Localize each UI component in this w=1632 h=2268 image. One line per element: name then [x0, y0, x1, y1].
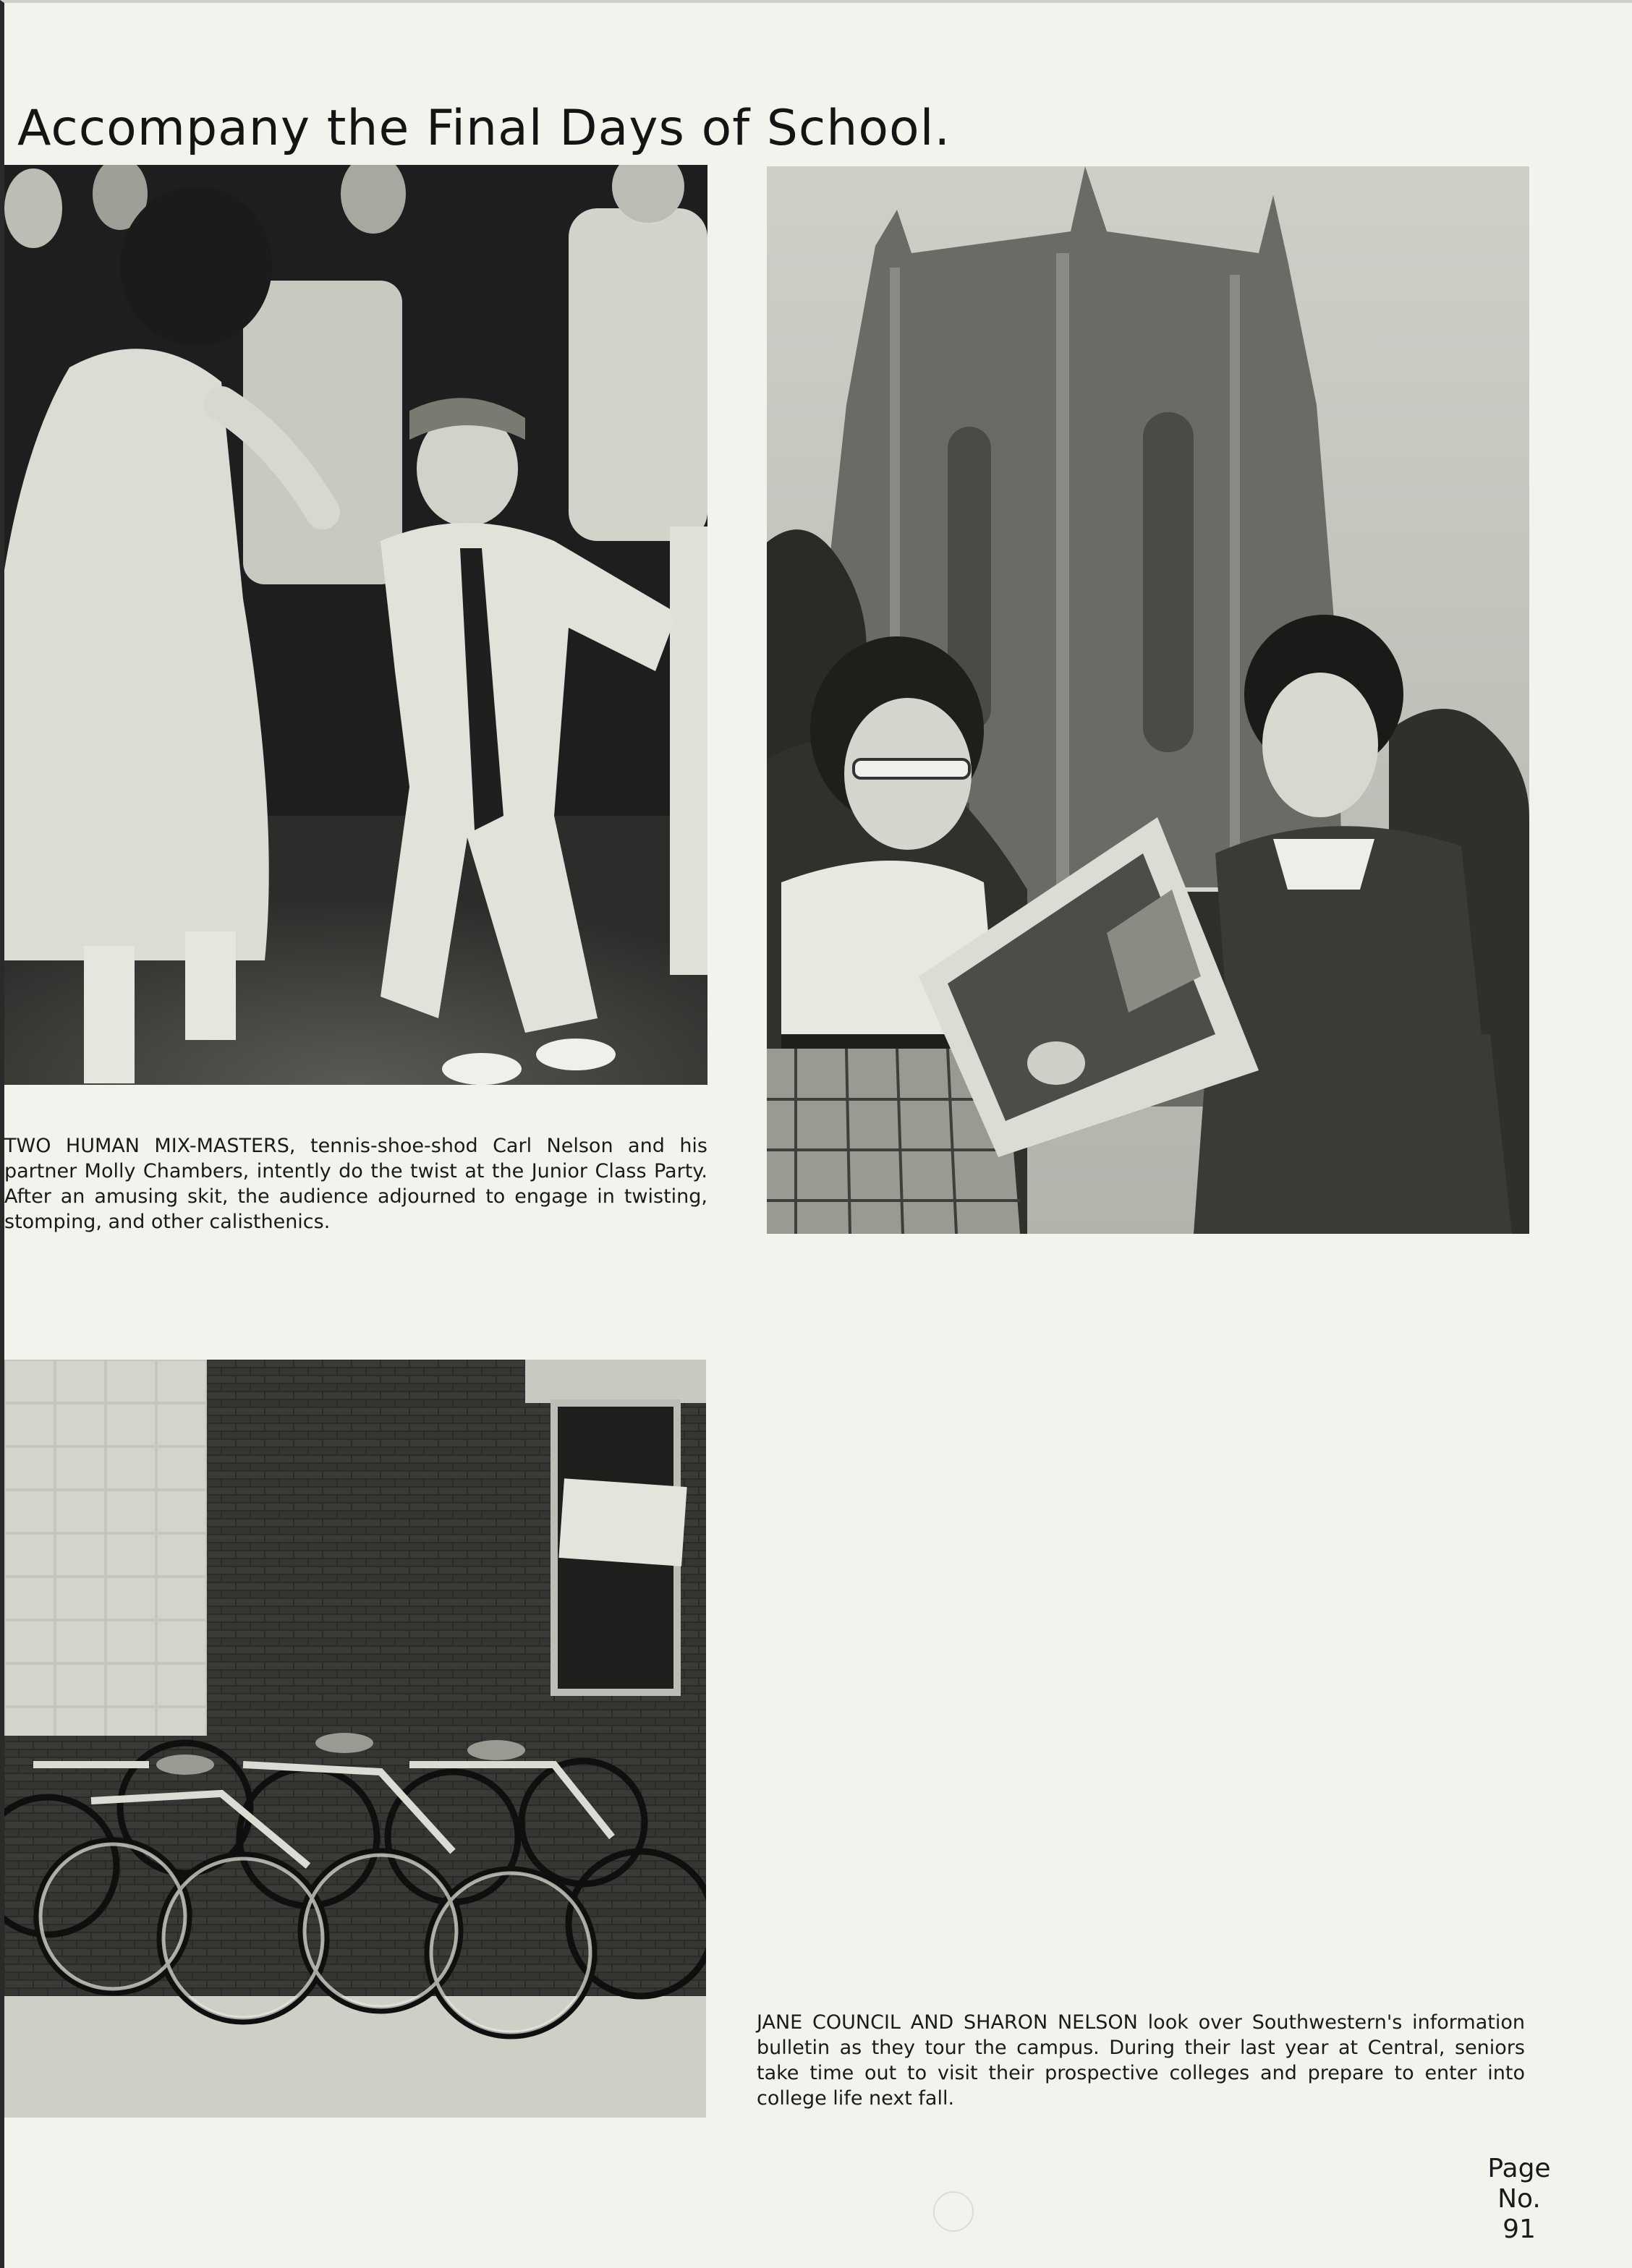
page-number-value: 91 — [1503, 2214, 1536, 2244]
bicycles-photo-image — [4, 1360, 706, 2118]
tower-photo — [767, 166, 1529, 1234]
dance-caption: TWO HUMAN MIX-MASTERS, tennis-shoe-shod Carl Nelson and his partner Molly Chambers, intently do the twist at the Junior Class Party. After an amusing skit, the audience adjourned to engage in twisting, stomping, and other calisthenics. — [4, 1135, 707, 1233]
tower-photo-image — [767, 166, 1529, 1234]
page-number — [1476, 2154, 1563, 2245]
page-number-label: Page — [1487, 2154, 1551, 2183]
page-title: Accompany the Final Days of School. — [17, 99, 951, 157]
page-number-abbrev: No. — [1497, 2184, 1541, 2214]
page-stamp-mark — [933, 2191, 974, 2232]
bicycles-photo — [4, 1360, 706, 2118]
dance-photo-image — [4, 165, 707, 1085]
dance-photo — [4, 165, 707, 1085]
campus-caption: JANE COUNCIL AND SHARON NELSON look over Southwestern's information bulletin as they tour the campus. During their last year at Central, seniors take time out to visit their prospective colleges and prepare to enter into college life next fall. — [757, 2011, 1525, 2110]
